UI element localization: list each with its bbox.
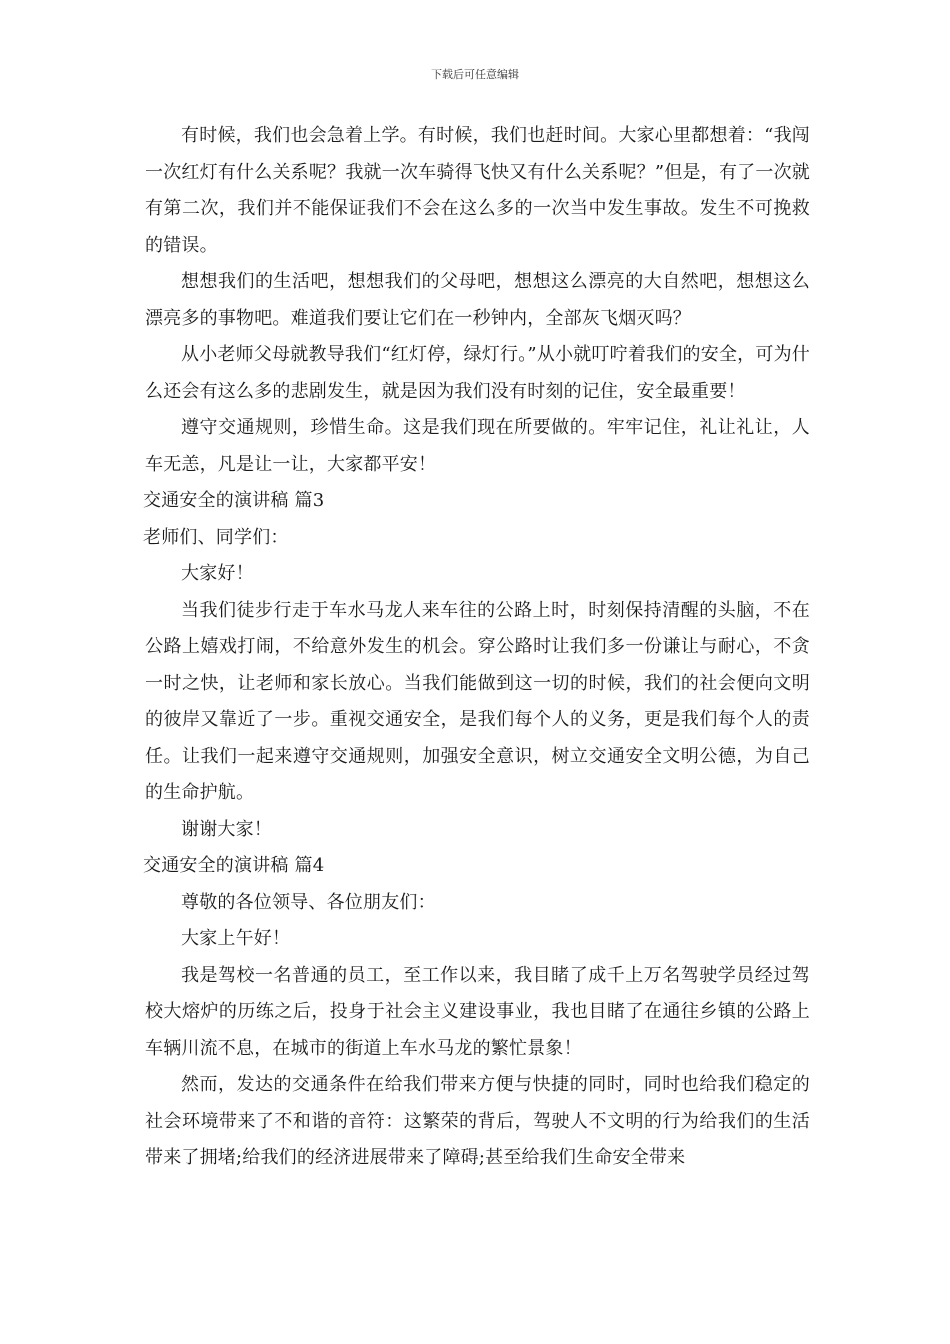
paragraph: 从小老师父母就教导我们“红灯停，绿灯行。”从小就叮咛着我们的安全，可为什么还会有这么多的悲剧发生，就是因为我们没有时刻的记住，安全最重要！ — [145, 344, 810, 402]
salutation: 尊敬的各位领导、各位朋友们： — [181, 891, 436, 913]
paragraph: 我是驾校一名普通的员工，至工作以来，我目睹了成千上万名驾驶学员经过驾校大熔炉的历练之后，投身于社会主义建设事业，我也目睹了在通往乡镇的公路上车辆川流不息，在城市的街道上车水马龙的繁忙景象！ — [145, 964, 810, 1059]
paragraph: 有时候，我们也会急着上学。有时候，我们也赶时间。大家心里都想着：“我闯一次红灯有什么关系呢？我就一次车骑得飞快又有什么关系呢？”但是，有了一次就有第二次，我们并不能保证我们不会在这么多的一次当中发生事故。发生不可挽救的错误。 — [145, 125, 810, 256]
document-body — [145, 118, 810, 1177]
paragraph: 当我们徒步行走于车水马龙人来车往的公路上时，时刻保持清醒的头脑，不在公路上嬉戏打闹，不给意外发生的机会。穿公路时让我们多一份谦让与耐心，不贪一时之快，让老师和家长放心。当我们能做到这一切的时候，我们的社会便向文明的彼岸又靠近了一步。重视交通安全，是我们每个人的义务，更是我们每个人的责任。让我们一起来遵守交通规则，加强安全意识，树立交通安全文明公德，为自己的生命护航。 — [145, 599, 810, 803]
paragraph: 遵守交通规则，珍惜生命。这是我们现在所要做的。牢牢记住，礼让礼让，人车无恙，凡是让一让，大家都平安！ — [145, 417, 810, 475]
salutation: 老师们、同学们： — [143, 526, 289, 548]
greeting: 大家好！ — [181, 563, 254, 584]
paragraph: 想想我们的生活吧，想想我们的父母吧，想想这么漂亮的大自然吧，想想这么漂亮多的事物吧。难道我们要让它们在一秒钟内，全部灰飞烟灭吗？ — [145, 271, 810, 329]
section-heading: 交通安全的演讲稿 篇3 — [143, 490, 325, 511]
greeting: 大家上午好！ — [181, 928, 291, 949]
paragraph: 然而，发达的交通条件在给我们带来方便与快捷的同时，同时也给我们稳定的社会环境带来了不和谐的音符：这繁荣的背后，驾驶人不文明的行为给我们的生活带来了拥堵;给我们的经济进展带来了障碍;甚至给我们生命安全带来 — [145, 1074, 810, 1168]
section-heading: 交通安全的演讲稿 篇4 — [143, 855, 325, 876]
closing: 谢谢大家！ — [181, 818, 272, 840]
page-header: 下载后可任意编辑 — [431, 68, 519, 81]
